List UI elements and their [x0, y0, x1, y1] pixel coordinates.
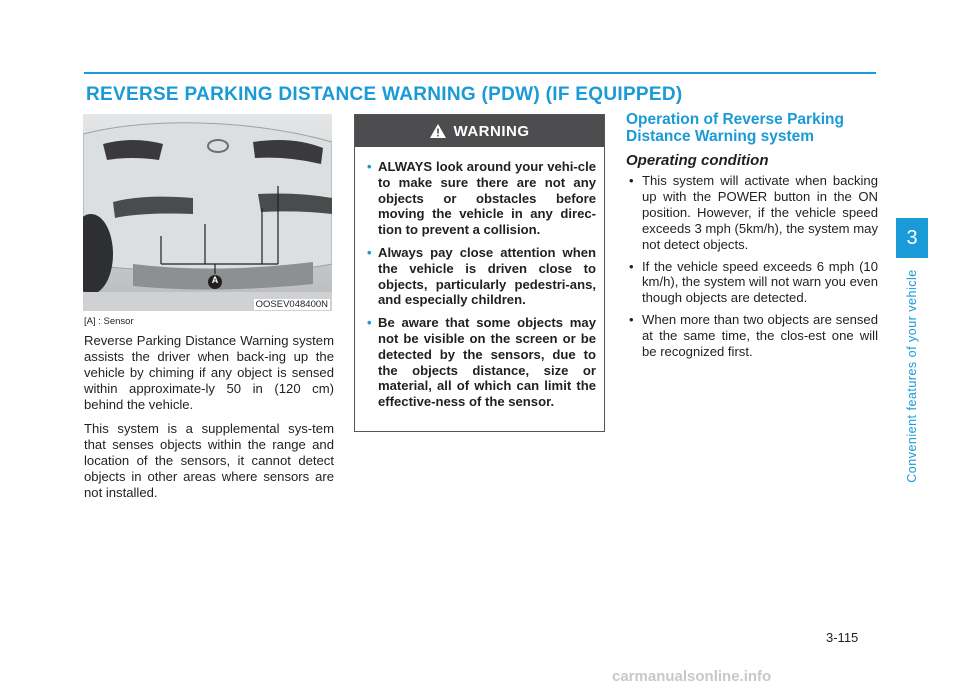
chapter-title-vertical: Convenient features of your vehicle — [905, 269, 919, 483]
warning-item — [367, 159, 596, 238]
supplemental-paragraph: This system is a supplemental sys-tem that senses objects within the range and location of the sensors, it cannot detect objects in other areas where sensors are not installed. — [84, 421, 334, 500]
warning-list — [355, 147, 604, 410]
bullet-icon: • — [629, 258, 634, 274]
condition-item-text: This system will activate when backing up with the POWER button in the ON position. However, if the vehicle speed exceeds 3 mph (5km/h), the system may not detect objects. — [642, 173, 878, 252]
intro-paragraph: Reverse Parking Distance Warning system assists the driver when back-ing up the vehicle by chiming if any object is sensed within approximate-ly 50 in (120 cm) behind the vehicle. — [84, 333, 334, 412]
bullet-icon: • — [367, 159, 372, 174]
operating-condition-list — [628, 173, 878, 366]
warning-box — [354, 114, 605, 432]
subsection-title: Operating condition — [626, 152, 769, 169]
warning-item-text: ALWAYS look around your vehi-cle to make sure there are not any objects or obstacles before moving the vehicle in any direc-tion to prevent a collision. — [378, 159, 596, 238]
sensor-label: A — [211, 275, 219, 285]
warning-item-text: Always pay close attention when the vehicle is driven close to objects, particularly pedestri-ans, and especially children. — [378, 244, 596, 308]
watermark-text: carmanualsonline.info — [612, 668, 772, 685]
warning-item — [367, 245, 596, 308]
bullet-icon: • — [367, 315, 372, 331]
vehicle-rear-illustration — [83, 114, 332, 311]
condition-item-text: When more than two objects are sensed at the same time, the clos-est one will be recognized first. — [642, 312, 878, 360]
condition-item-text: If the vehicle speed exceeds 6 mph (10 km/h), the system will not warn you even though objects are detected. — [642, 258, 878, 306]
top-rule — [84, 72, 876, 74]
warning-header — [355, 115, 604, 147]
bullet-icon: • — [629, 312, 634, 328]
condition-item — [628, 259, 878, 307]
figure-caption: [A] : Sensor — [84, 316, 134, 327]
page-number: 3-115 — [826, 630, 859, 645]
section-title: Operation of Reverse Parking Distance Warning system — [626, 111, 844, 145]
warning-title: WARNING — [453, 122, 530, 140]
chapter-number-tab: 3 — [896, 218, 928, 258]
bullet-icon: • — [629, 173, 634, 188]
condition-item — [628, 173, 878, 253]
page-title: REVERSE PARKING DISTANCE WARNING (PDW) (IF EQUIPPED) — [86, 84, 683, 105]
condition-item — [628, 312, 878, 360]
warning-item — [367, 315, 596, 410]
warning-triangle-icon — [430, 124, 446, 138]
figure-code: OOSEV048400N — [255, 299, 328, 310]
bullet-icon: • — [367, 244, 372, 260]
warning-item-text: Be aware that some objects may not be visible on the screen or be detected by the sensors, due to the objects distance, size or material, all of which can limit the effective-ness of the sensor. — [378, 315, 596, 410]
vehicle-rear-figure — [83, 114, 332, 311]
